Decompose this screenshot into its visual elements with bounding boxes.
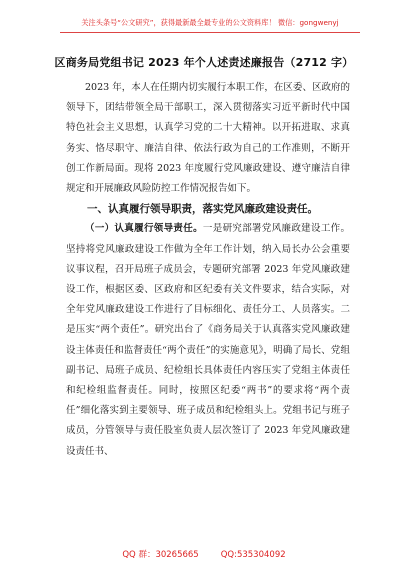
- subsection-heading: （一）认真履行领导责任。: [85, 223, 203, 235]
- header-banner-text: 关注头条号“公文研究”，获得最新最全最专业的公文资料库！ 微信：gongwenyj: [81, 18, 339, 27]
- subsection-text: 一是研究部署党风廉政建设工作。坚持将党风廉政建设工作做为全年工作计划，纳入局长办公会重要议事议程，召开局班子成员会，专题研究部署 2023 年党风廉政建设工作，根据区委、区政府和区纪委有关文件要求，结合实际，对全年党风廉政建设工作进行了目标细化、责任分工、人员落实。二是压实“两个责任”。研究出台了《商务局关于认真落实党风廉政建设主体责任和监督责任“两个责任”的实施意见》，明确了局长、党组副书记、局班子成员、纪检组长具体责任内容压实了党组主体责任和纪检组监督责任。同时，按照区纪委“两书”的要求将“两个责任”细化落实到主要领导、班子成员和纪检组头上。党组书记与班子成员，分管领导与责任股室负责人层次签订了 2023 年党风廉政建设责任书、: [66, 223, 350, 457]
- document-body: [66, 78, 350, 462]
- section-heading: 一、认真履行领导职责，落实党风廉政建设责任。: [87, 203, 318, 216]
- header-banner: [60, 10, 360, 33]
- footer-qq: QQ:535304092: [220, 550, 286, 560]
- subsection-paragraph: [66, 219, 350, 461]
- document-title: 区商务局党组书记 2023 年个人述责述廉报告（2712 字）: [54, 56, 354, 69]
- footer: [0, 548, 408, 560]
- footer-qq-group: QQ 群：30265665: [122, 550, 199, 560]
- intro-paragraph: 2023 年，本人在任期内切实履行本职工作，在区委、区政府的领导下，团结带领全局干部职工，深入贯彻落实习近平新时代中国特色社会主义思想，认真学习党的二十大精神。以开拓进取、求真务实、恪尽职守、廉洁自律、依法行政为自己的工作准则，不断开创工作新局面。现将 2023 年度履行党风廉政建设、遵守廉洁自律规定和开展廉政风险防控工作情况报告如下。: [66, 82, 350, 195]
